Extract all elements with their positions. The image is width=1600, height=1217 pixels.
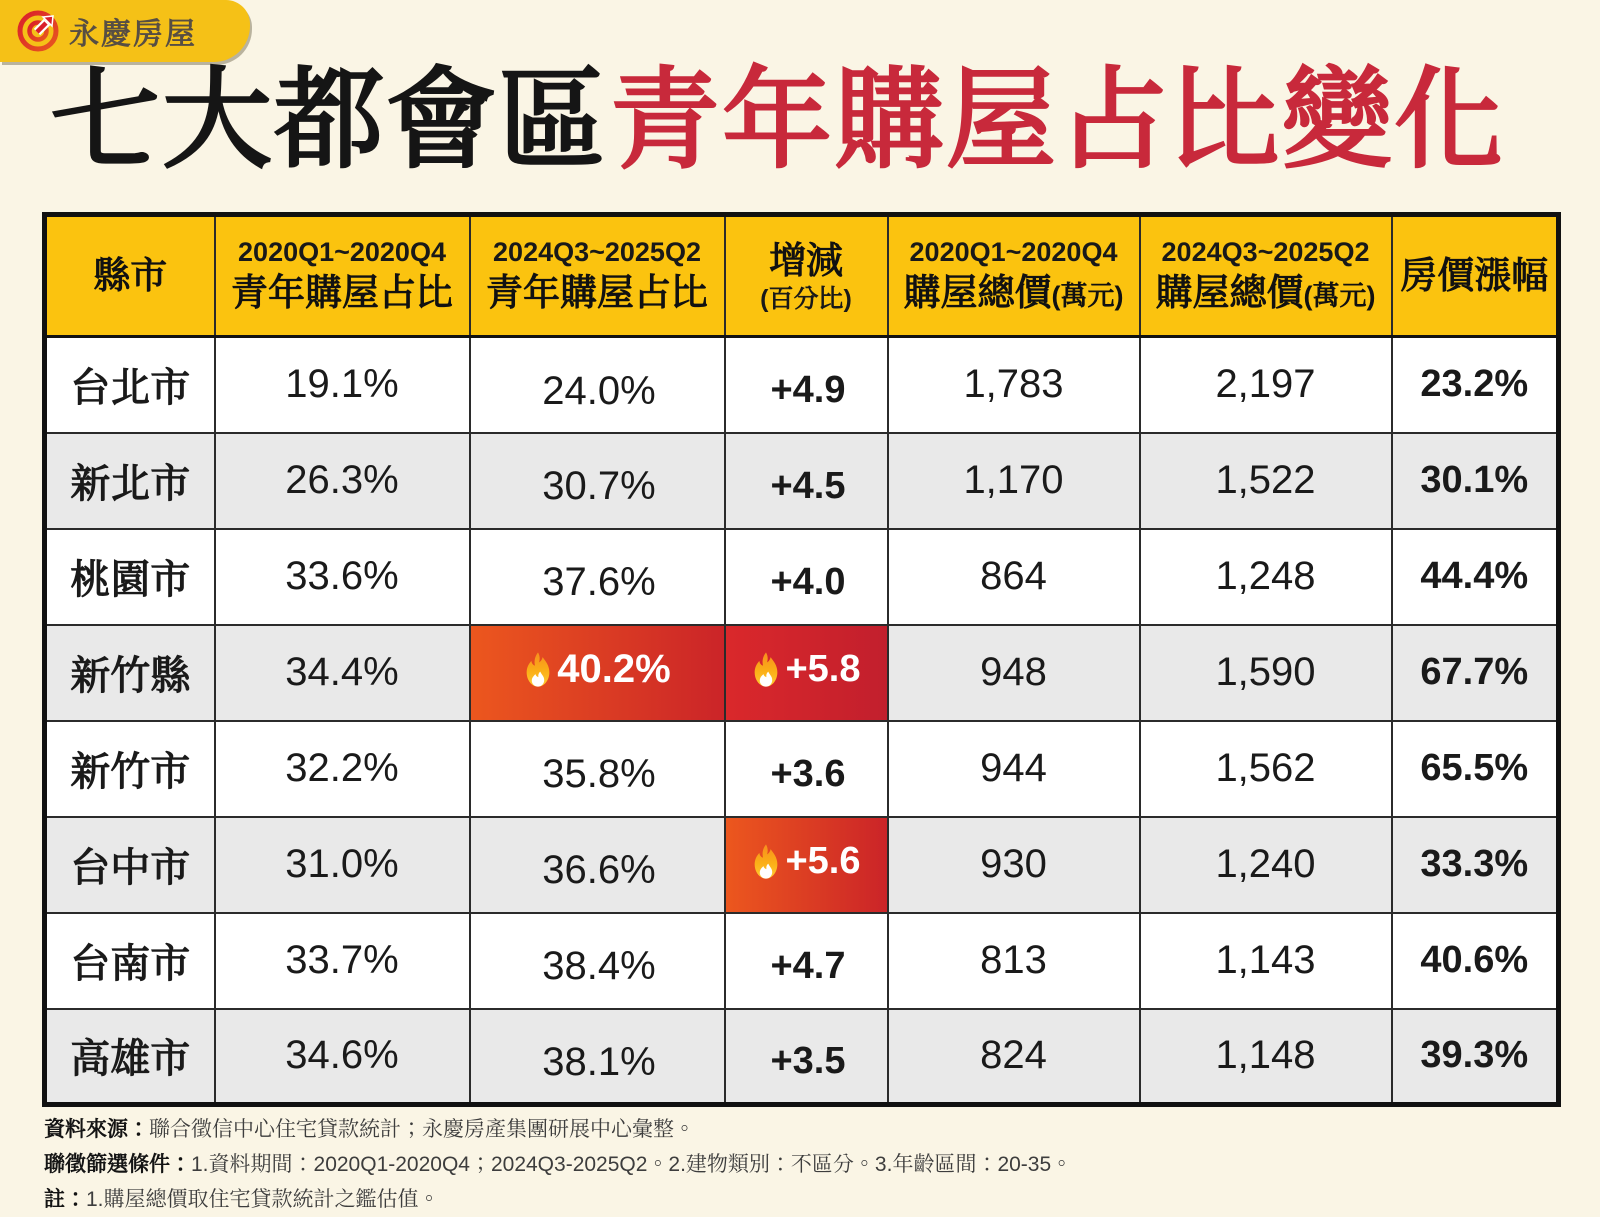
cell-change: +4.9 (725, 337, 888, 433)
cell-growth: 67.7% (1392, 625, 1559, 721)
cell-growth: 44.4% (1392, 529, 1559, 625)
table-row (45, 625, 1559, 721)
brand-name: 永慶房屋 (69, 18, 197, 51)
cell-price-2024: 1,590 (1140, 625, 1392, 721)
cell-price-2020: 864 (888, 529, 1140, 625)
header-price-2024: 2024Q3~2025Q2 購屋總價(萬元) (1140, 215, 1392, 337)
cell-ratio-2020: 32.2% (215, 721, 470, 817)
cell-ratio-2020: 31.0% (215, 817, 470, 913)
table-header (45, 215, 1559, 337)
flame-icon-slot (751, 651, 781, 688)
flame-icon-slot (523, 651, 553, 688)
cell-ratio-2020: 33.7% (215, 913, 470, 1009)
cell-ratio-2020: 34.6% (215, 1009, 470, 1105)
cell-price-2020: 1,783 (888, 337, 1140, 433)
table-row (45, 1009, 1559, 1105)
flame-icon (523, 651, 553, 688)
header-ratio-2024: 2024Q3~2025Q2 青年購屋占比 (470, 215, 725, 337)
header-ratio-2020: 2020Q1~2020Q4 青年購屋占比 (215, 215, 470, 337)
table-row (45, 721, 1559, 817)
cell-city: 新北市 (45, 433, 215, 529)
cell-growth: 30.1% (1392, 433, 1559, 529)
cell-city: 高雄市 (45, 1009, 215, 1105)
cell-growth: 40.6% (1392, 913, 1559, 1009)
cell-price-2024: 2,197 (1140, 337, 1392, 433)
cell-price-2024: 1,148 (1140, 1009, 1392, 1105)
data-table (42, 212, 1561, 1107)
header-growth: 房價漲幅 (1392, 215, 1559, 337)
cell-ratio-2020: 34.4% (215, 625, 470, 721)
cell-ratio-2024: 38.4% (470, 913, 725, 1009)
cell-ratio-2024: 36.6% (470, 817, 725, 913)
cell-ratio-2020: 26.3% (215, 433, 470, 529)
cell-growth: 39.3% (1392, 1009, 1559, 1105)
note-source: 資料來源：聯合徵信中心住宅貸款統計；永慶房產集團研展中心彙整。 (44, 1118, 695, 1141)
cell-ratio-2024: 35.8% (470, 721, 725, 817)
cell-change: +5.8 (725, 625, 888, 721)
flame-icon-slot (751, 843, 781, 880)
yungching-ring-arrow-icon (16, 9, 60, 53)
cell-ratio-2024: 24.0% (470, 337, 725, 433)
cell-growth: 33.3% (1392, 817, 1559, 913)
cell-change: +5.6 (725, 817, 888, 913)
cell-city: 桃園市 (45, 529, 215, 625)
cell-price-2024: 1,240 (1140, 817, 1392, 913)
note-remark: 註：1.購屋總價取住宅貸款統計之鑑估值。 (44, 1188, 440, 1211)
cell-city: 台南市 (45, 913, 215, 1009)
cell-change: +3.5 (725, 1009, 888, 1105)
cell-city: 新竹縣 (45, 625, 215, 721)
flame-icon (751, 651, 781, 688)
table-row (45, 817, 1559, 913)
cell-change: +4.7 (725, 913, 888, 1009)
cell-price-2024: 1,522 (1140, 433, 1392, 529)
cell-change: +4.5 (725, 433, 888, 529)
cell-price-2020: 824 (888, 1009, 1140, 1105)
table-row (45, 529, 1559, 625)
header-price-2020: 2020Q1~2020Q4 購屋總價(萬元) (888, 215, 1140, 337)
cell-ratio-2024: 30.7% (470, 433, 725, 529)
cell-city: 台北市 (45, 337, 215, 433)
header-change: 增減 (百分比) (725, 215, 888, 337)
cell-ratio-2024: 37.6% (470, 529, 725, 625)
cell-price-2024: 1,143 (1140, 913, 1392, 1009)
cell-price-2020: 813 (888, 913, 1140, 1009)
cell-change: +3.6 (725, 721, 888, 817)
cell-growth: 65.5% (1392, 721, 1559, 817)
cell-ratio-2024: 38.1% (470, 1009, 725, 1105)
cell-ratio-2020: 19.1% (215, 337, 470, 433)
cell-city: 台中市 (45, 817, 215, 913)
cell-price-2020: 948 (888, 625, 1140, 721)
cell-ratio-2020: 33.6% (215, 529, 470, 625)
cell-price-2020: 930 (888, 817, 1140, 913)
page-title (50, 52, 1560, 190)
flame-icon (751, 843, 781, 880)
page-title-black: 七大都會區 (50, 59, 610, 182)
cell-price-2020: 1,170 (888, 433, 1140, 529)
table-body (45, 337, 1559, 1105)
cell-price-2020: 944 (888, 721, 1140, 817)
note-filter: 聯徵篩選條件：1.資料期間：2020Q1-2020Q4；2024Q3-2025Q2。2.建物類別：不區分。3.年齡區間：20-35。 (44, 1153, 1073, 1176)
cell-city: 新竹市 (45, 721, 215, 817)
page-title-red: 青年購屋占比變化 (610, 59, 1506, 182)
cell-change: +4.0 (725, 529, 888, 625)
header-city: 縣市 (45, 215, 215, 337)
table-row (45, 433, 1559, 529)
cell-ratio-2024: 40.2% (470, 625, 725, 721)
cell-growth: 23.2% (1392, 337, 1559, 433)
cell-price-2024: 1,248 (1140, 529, 1392, 625)
footnotes (44, 1112, 1544, 1217)
table-row (45, 337, 1559, 433)
table-wrapper (42, 212, 1561, 1107)
cell-price-2024: 1,562 (1140, 721, 1392, 817)
table-row (45, 913, 1559, 1009)
